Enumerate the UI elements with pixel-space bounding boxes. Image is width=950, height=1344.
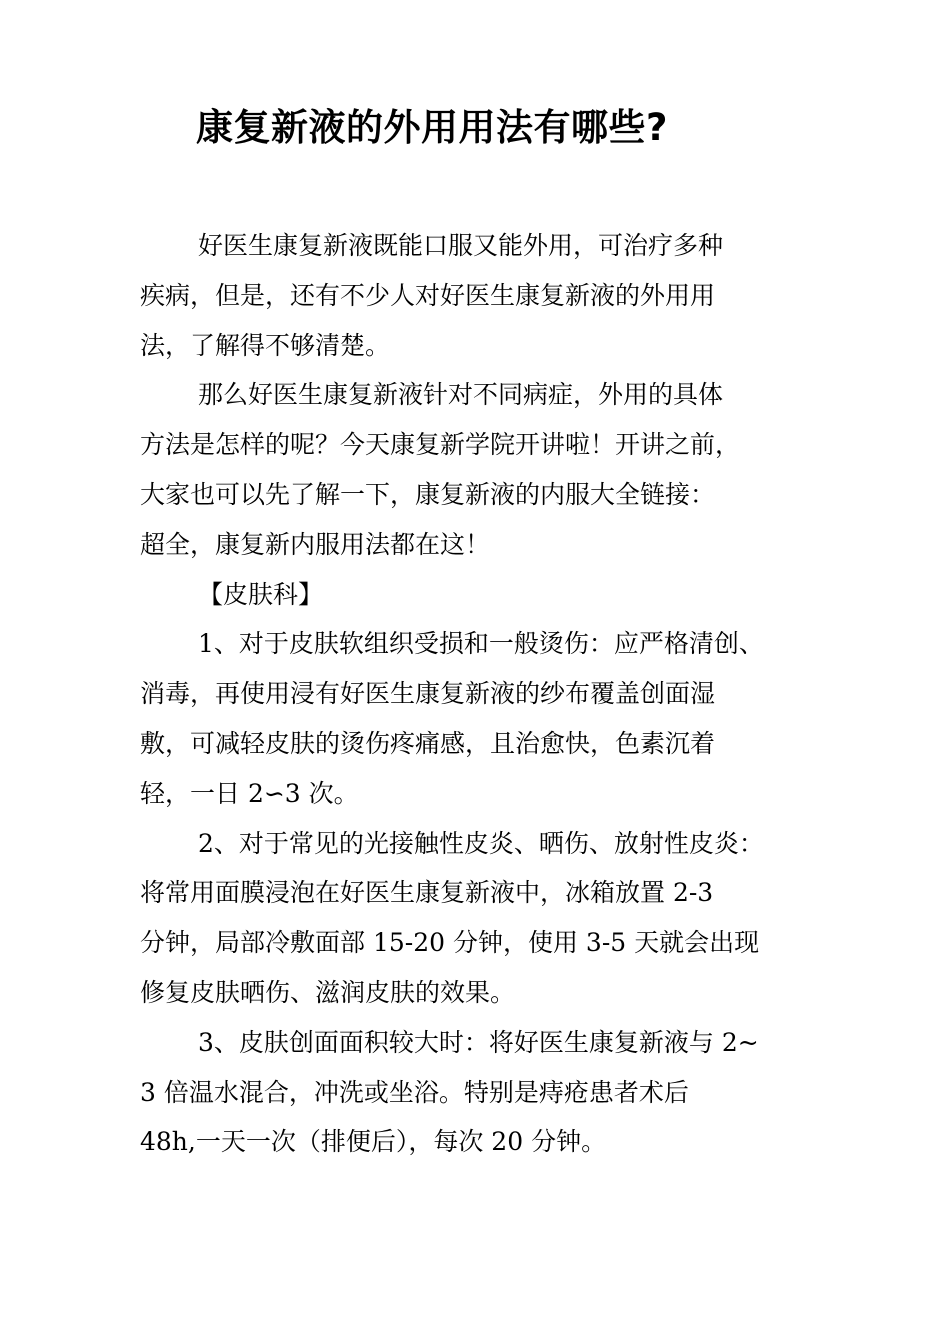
text-line: 疾病，但是，还有不少人对好医生康复新液的外用用 [140, 280, 716, 310]
text-line: 【皮肤科】 [198, 579, 324, 609]
text-line: 超全，康复新内服用法都在这！ [140, 529, 491, 559]
text-line: 3、皮肤创面面积较大时：将好医生康复新液与 2~ [198, 1027, 759, 1057]
text-line: 法，了解得不够清楚。 [140, 330, 391, 360]
text-line: 轻，一日 2∽3 次。 [140, 778, 359, 808]
text-line: 将常用面膜浸泡在好医生康复新液中，冰箱放置 2-3 [140, 878, 714, 908]
text-line: 好医生康复新液既能口服又能外用，可治疗多种 [198, 231, 724, 260]
text-line: 3 倍温水混合，冲洗或坐浴。特别是痔疮患者术后 [140, 1077, 689, 1107]
text-line: 大家也可以先了解一下，康复新液的内服大全链接： [140, 479, 716, 509]
document-title: 康复新液的外用用法有哪些? [196, 106, 668, 149]
text-line: 消毒，再使用浸有好医生康复新液的纱布覆盖创面湿 [140, 679, 716, 709]
document-body [140, 221, 840, 1167]
text-line: 48h,一天一次（排便后），每次 20 分钟。 [140, 1127, 607, 1157]
text-line: 1、对于皮肤软组织受损和一般烫伤：应严格清创、 [198, 629, 764, 659]
text-line: 方法是怎样的呢？今天康复新学院开讲啦！开讲之前， [140, 430, 741, 460]
text-line: 分钟，局部冷敷面部 15-20 分钟，使用 3-5 天就会出现 [140, 928, 760, 958]
text-line: 敷，可减轻皮肤的烫伤疼痛感，且治愈快，色素沉着 [140, 728, 716, 758]
text-line: 修复皮肤晒伤、滋润皮肤的效果。 [140, 977, 516, 1007]
text-line: 那么好医生康复新液针对不同病症，外用的具体 [198, 380, 724, 410]
text-line: 2、对于常见的光接触性皮炎、晒伤、放射性皮炎： [198, 828, 764, 858]
